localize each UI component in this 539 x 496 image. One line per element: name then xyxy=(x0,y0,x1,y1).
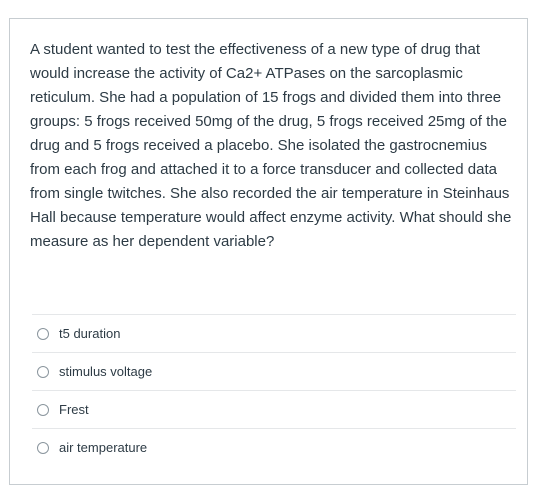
radio-button[interactable] xyxy=(37,442,49,454)
answer-list xyxy=(32,314,516,466)
answer-label: Frest xyxy=(59,402,89,417)
question-card xyxy=(9,18,528,485)
radio-button[interactable] xyxy=(37,366,49,378)
answer-option-t5-duration[interactable] xyxy=(32,314,516,352)
question-text: A student wanted to test the effectiveness of a new type of drug that would increase the activity of Ca2+ ATPases on the sarcoplasmic reticulum. She had a population of 15 frogs and divided them into three groups: 5 frogs received 50mg of the drug, 5 frogs received 25mg of the drug and 5 frogs received a placebo. She isolated the gastrocnemius from each frog and attached it to a force transducer and collected data from single twitches. She also recorded the air temperature in Steinhaus Hall because temperature would affect enzyme activity. What should she measure as her dependent variable? xyxy=(30,41,512,250)
answer-label: t5 duration xyxy=(59,326,121,341)
radio-button[interactable] xyxy=(37,328,49,340)
answer-label: air temperature xyxy=(59,440,148,455)
answer-option-air-temperature[interactable] xyxy=(32,428,516,466)
answer-option-stimulus-voltage[interactable] xyxy=(32,352,516,390)
answer-option-frest[interactable] xyxy=(32,390,516,428)
radio-button[interactable] xyxy=(37,404,49,416)
answer-label: stimulus voltage xyxy=(59,364,153,379)
